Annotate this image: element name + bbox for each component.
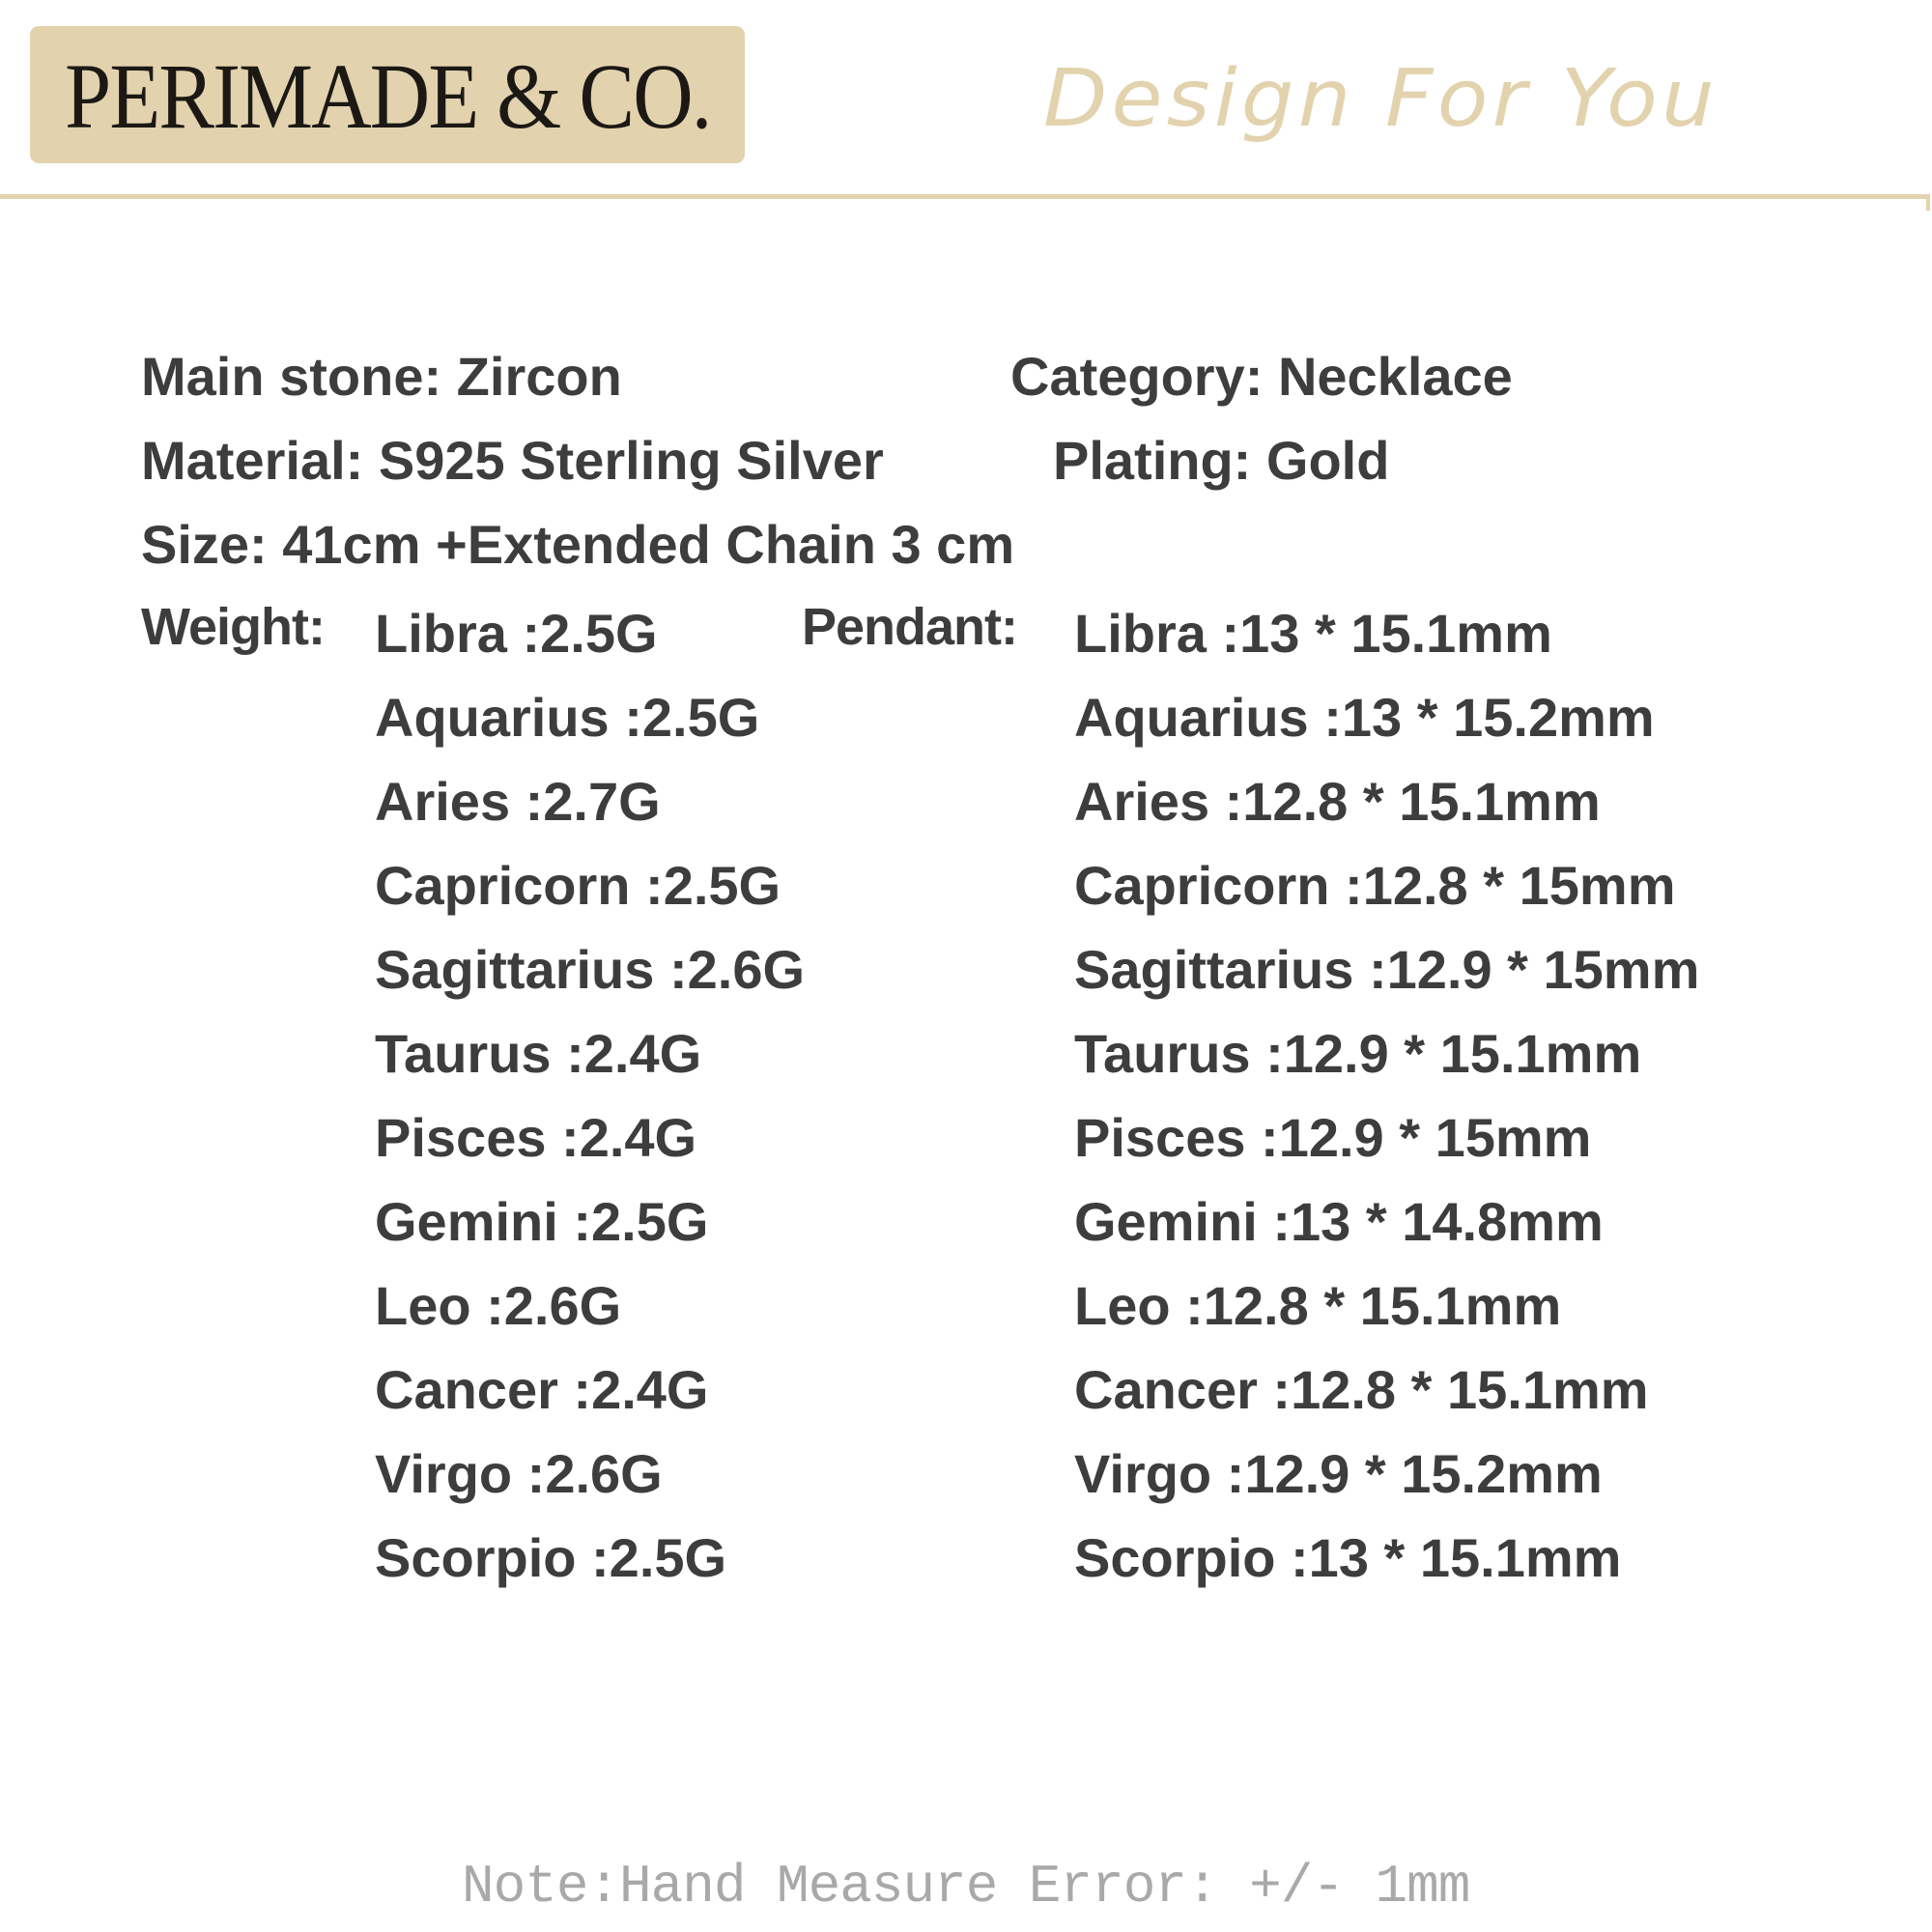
weight-list xyxy=(375,603,806,1615)
spec-size: Size: 41cm +Extended Chain 3 cm xyxy=(141,514,1015,575)
pendant-list xyxy=(1074,603,1700,1615)
weight-item-sagittarius: Sagittarius :2.6G xyxy=(375,939,806,1000)
weight-item-cancer: Cancer :2.4G xyxy=(375,1359,709,1420)
weight-label: Weight: xyxy=(141,598,325,656)
pendant-item-pisces: Pisces :12.9 * 15mm xyxy=(1074,1107,1592,1168)
pendant-item-leo: Leo :12.8 * 15.1mm xyxy=(1074,1275,1562,1336)
pendant-item-sagittarius: Sagittarius :12.9 * 15mm xyxy=(1074,939,1700,1000)
pendant-item-gemini: Gemini :13 * 14.8mm xyxy=(1074,1191,1604,1252)
pendant-item-taurus: Taurus :12.9 * 15.1mm xyxy=(1074,1023,1642,1084)
pendant-item-aquarius: Aquarius :13 * 15.2mm xyxy=(1074,687,1655,748)
spec-main-stone: Main stone: Zircon xyxy=(141,346,622,407)
brand-logo xyxy=(30,26,745,163)
pendant-item-scorpio: Scorpio :13 * 15.1mm xyxy=(1074,1527,1622,1588)
weight-item-capricorn: Capricorn :2.5G xyxy=(375,855,781,916)
weight-item-libra: Libra :2.5G xyxy=(375,603,658,664)
spec-material: Material: S925 Sterling Silver xyxy=(141,430,884,491)
header-divider xyxy=(0,194,1930,199)
spec-category: Category: Necklace xyxy=(1010,346,1513,407)
weight-item-pisces: Pisces :2.4G xyxy=(375,1107,697,1168)
weight-item-aries: Aries :2.7G xyxy=(375,771,661,832)
tagline: Design For You xyxy=(1043,53,1719,145)
pendant-item-capricorn: Capricorn :12.8 * 15mm xyxy=(1074,855,1676,916)
weight-item-virgo: Virgo :2.6G xyxy=(375,1443,663,1504)
measurement-note: Note:Hand Measure Error: +/- 1mm xyxy=(462,1856,1470,1918)
spec-plating: Plating: Gold xyxy=(1053,430,1390,491)
weight-item-leo: Leo :2.6G xyxy=(375,1275,622,1336)
pendant-item-cancer: Cancer :12.8 * 15.1mm xyxy=(1074,1359,1649,1420)
weight-item-taurus: Taurus :2.4G xyxy=(375,1023,702,1084)
pendant-item-virgo: Virgo :12.9 * 15.2mm xyxy=(1074,1443,1603,1504)
pendant-label: Pendant: xyxy=(802,598,1018,656)
pendant-item-aries: Aries :12.8 * 15.1mm xyxy=(1074,771,1601,832)
weight-item-scorpio: Scorpio :2.5G xyxy=(375,1527,727,1588)
weight-item-aquarius: Aquarius :2.5G xyxy=(375,687,760,748)
weight-item-gemini: Gemini :2.5G xyxy=(375,1191,709,1252)
header-divider-end xyxy=(1926,194,1930,211)
pendant-item-libra: Libra :13 * 15.1mm xyxy=(1074,603,1552,664)
brand-name: PERIMADE & CO. xyxy=(64,44,711,148)
